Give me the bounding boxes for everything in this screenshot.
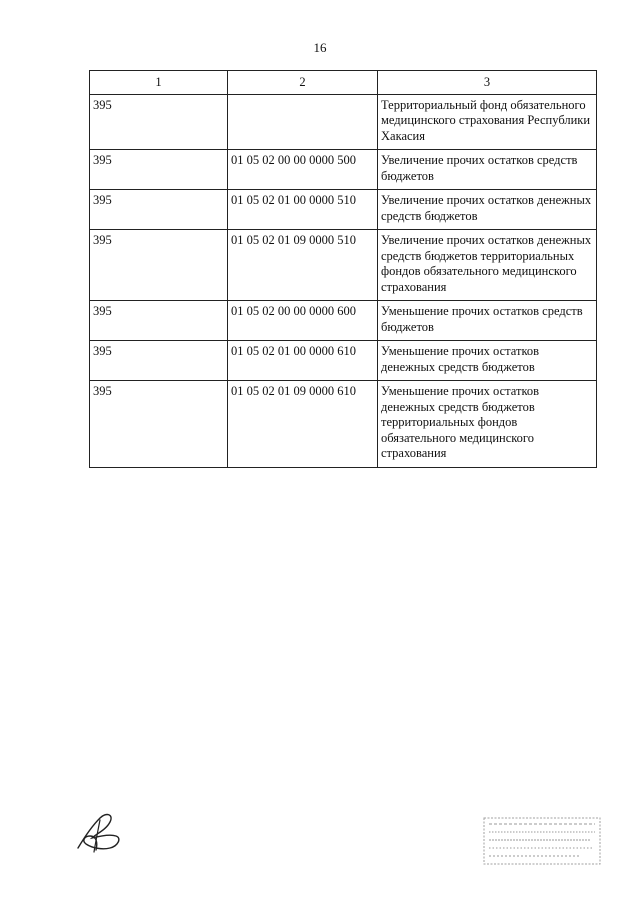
page-number: 16 [313, 40, 327, 55]
table-header-row [90, 71, 597, 95]
table-row [90, 150, 597, 190]
kbk-code-cell: 01 05 02 01 09 0000 610 [228, 381, 378, 468]
name-cell: Территориальный фонд обязательного медицинского страхования Республики Хакасия [378, 94, 597, 150]
name-cell: Уменьшение прочих остатков средств бюджетов [378, 301, 597, 341]
name-cell: Увеличение прочих остатков денежных средств бюджетов [378, 190, 597, 230]
kbk-code-cell: 01 05 02 00 00 0000 500 [228, 150, 378, 190]
name-cell: Уменьшение прочих остатков денежных средств бюджетов [378, 341, 597, 381]
kbk-code-cell [228, 94, 378, 150]
table-row [90, 230, 597, 301]
name-cell: Уменьшение прочих остатков денежных средств бюджетов территориальных фондов обязательного медицинского страхования [378, 381, 597, 468]
table-row [90, 341, 597, 381]
admin-code-cell: 395 [90, 190, 228, 230]
registration-stamp [483, 815, 601, 867]
kbk-code-cell: 01 05 02 01 00 0000 510 [228, 190, 378, 230]
name-cell: Увеличение прочих остатков средств бюджетов [378, 150, 597, 190]
kbk-code-cell: 01 05 02 00 00 0000 600 [228, 301, 378, 341]
table-row [90, 381, 597, 468]
name-cell: Увеличение прочих остатков денежных средств бюджетов территориальных фондов обязательного медицинского страхования [378, 230, 597, 301]
admin-code-cell: 395 [90, 301, 228, 341]
admin-code-cell: 395 [90, 381, 228, 468]
admin-code-cell: 395 [90, 341, 228, 381]
table-row [90, 301, 597, 341]
header-col-1: 1 [90, 71, 228, 95]
table-row [90, 190, 597, 230]
admin-code-cell: 395 [90, 150, 228, 190]
kbk-code-cell: 01 05 02 01 00 0000 610 [228, 341, 378, 381]
admin-code-cell: 395 [90, 94, 228, 150]
budget-sources-table [89, 70, 597, 468]
header-col-3: 3 [378, 71, 597, 95]
handwritten-signature [70, 808, 130, 858]
kbk-code-cell: 01 05 02 01 09 0000 510 [228, 230, 378, 301]
admin-code-cell: 395 [90, 230, 228, 301]
header-col-2: 2 [228, 71, 378, 95]
table-row [90, 94, 597, 150]
